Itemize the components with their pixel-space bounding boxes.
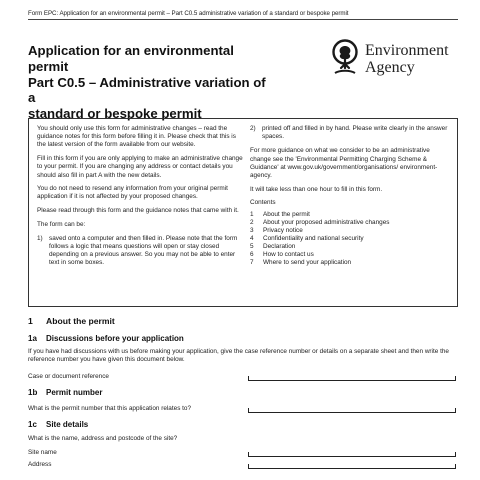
intro-paragraph: The form can be: [37, 220, 86, 228]
guidance-paragraph: For more guidance on what we consider to be an administrative change see the 'Environmental Permitting Charging Scheme & Guidance' at www.gov.uk/government/organisations/ environment-agency. [250, 147, 438, 180]
title-line-2: Part C0.5 – Administrative variation of a [28, 74, 266, 106]
section-title: About the permit [46, 316, 115, 326]
contents-label: How to contact us [263, 250, 314, 258]
question-title: Permit number [46, 388, 103, 397]
contents-item [250, 235, 452, 243]
contents-label: Where to send your application [263, 258, 352, 266]
contents-label: Confidentiality and national security [263, 234, 364, 242]
intro-paragraph: Fill in this form if you are only applying to make an administrative change to your permit. If you are changing any address or contact details you should also fill in part A with the new details. [37, 155, 243, 179]
permit-number-field[interactable] [248, 408, 456, 413]
question-title: Site details [46, 420, 89, 429]
section-number: 1 [28, 316, 33, 326]
question-1c-text: What is the name, address and postcode of the site? [28, 435, 178, 442]
page-title [28, 43, 268, 122]
logo-line-2: Agency [365, 59, 415, 76]
contents-item [250, 227, 452, 235]
question-heading-1b [28, 388, 102, 397]
contents-number: 5 [250, 242, 254, 250]
option-1 [37, 235, 243, 268]
permit-number-row [28, 401, 458, 413]
logo-text [365, 42, 449, 76]
contents-item [250, 219, 452, 227]
contents-number: 6 [250, 250, 254, 258]
contents-list [250, 211, 452, 267]
contents-number: 4 [250, 234, 254, 242]
contents-item [250, 211, 452, 219]
question-number: 1c [28, 420, 37, 429]
tree-icon [330, 39, 360, 77]
question-title: Discussions before your application [46, 334, 184, 343]
contents-item [250, 243, 452, 251]
time-paragraph: It will take less than one hour to fill in this form. [250, 185, 383, 193]
address-field[interactable] [248, 464, 456, 469]
option-2 [250, 125, 452, 141]
contents-number: 7 [250, 258, 254, 266]
title-line-3: standard or bespoke permit [28, 106, 202, 122]
field-label: Site name [28, 449, 57, 456]
case-reference-row [28, 369, 458, 381]
case-reference-field[interactable] [248, 376, 456, 381]
contents-item [250, 259, 452, 267]
option-number: 2) [250, 125, 256, 132]
intro-paragraph: Please read through this form and the guidance notes that came with it. [37, 207, 239, 215]
intro-paragraph: You do not need to resend any information from your original permit application if it is not affected by your proposed changes. [37, 185, 228, 201]
environment-agency-logo [330, 38, 458, 82]
intro-box [28, 118, 458, 307]
address-row [28, 457, 458, 469]
site-name-row [28, 445, 458, 457]
contents-number: 1 [250, 210, 254, 218]
contents-heading: Contents [250, 199, 276, 207]
contents-item [250, 251, 452, 259]
form-header: Form EPC: Application for an environmental permit – Part C0.5 administrative variation of a standard or bespoke permit [28, 10, 458, 20]
question-heading-1c [28, 420, 88, 429]
title-line-1: Application for an environmental permit [28, 43, 234, 74]
intro-paragraph: You should only use this form for administrative changes – read the guidance notes for this form before filling it in. Please check that this is the latest version of the form available from our website. [37, 125, 236, 149]
question-number: 1b [28, 388, 38, 397]
contents-number: 2 [250, 218, 254, 226]
contents-label: About the permit [263, 210, 310, 218]
field-label: What is the permit number that this application relates to? [28, 405, 192, 412]
option-text: saved onto a computer and then filled in. Please note that the form follows a logic that means questions will open or stay closed depending on a previous answer. So you may not be able to enter text in some boxes. [49, 234, 238, 267]
question-1a-text: If you have had discussions with us before making your application, give the case reference number or details on a separate sheet and then write the reference number you have given this document below. [28, 348, 449, 364]
section-heading-about-permit [28, 316, 115, 326]
option-number: 1) [37, 234, 43, 242]
contents-label: Declaration [263, 242, 296, 250]
intro-right-column [250, 125, 452, 267]
question-number: 1a [28, 334, 37, 343]
logo-line-1: Environment [365, 42, 449, 59]
option-text: printed off and filled in by hand. Please write clearly in the answer spaces. [262, 125, 448, 141]
contents-number: 3 [250, 226, 254, 234]
question-heading-1a [28, 334, 184, 343]
field-label: Case or document reference [28, 373, 109, 380]
intro-left-column [37, 125, 243, 267]
contents-label: Privacy notice [263, 226, 303, 234]
contents-label: About your proposed administrative changes [263, 218, 390, 226]
field-label: Address [28, 461, 52, 468]
